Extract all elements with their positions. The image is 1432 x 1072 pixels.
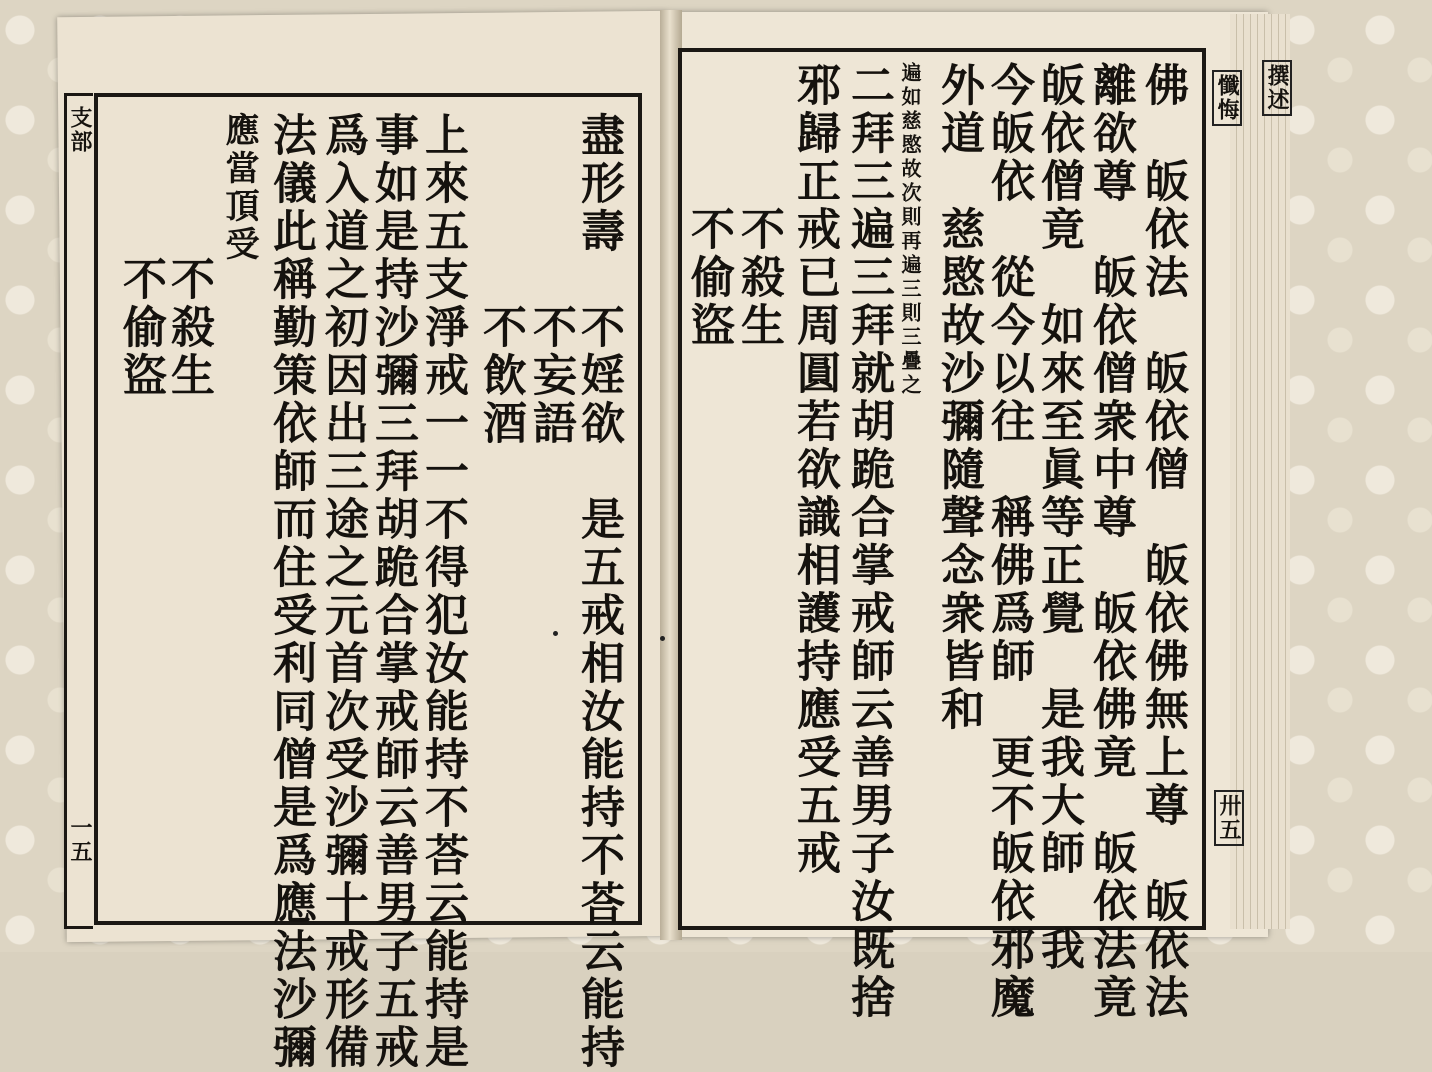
right-column-1: 佛 皈依法 皈依僧 皈依佛無上尊 皈依法 (1137, 62, 1188, 1022)
right-column-8: 邪歸正戒已周圓若欲識相護持應受五戒 (789, 62, 840, 878)
right-column-4: 今皈依 從今以往 稱佛爲師 更不皈依邪魔 (983, 62, 1034, 1022)
right-margin-label-1: 撰述 (1262, 60, 1292, 116)
left-margin-strip (64, 93, 93, 929)
left-column-7: 法儀此稱勤策依師而住受利同僧是爲應法沙彌 (265, 112, 316, 1072)
left-column-8: 應當頂受 (219, 112, 259, 264)
right-margin-page: 卅五 (1214, 790, 1244, 846)
left-column-5: 事如是持沙彌三拜胡跪合掌戒師云善男子五戒 (367, 112, 418, 1072)
ink-dot (553, 631, 558, 636)
left-column-1: 盡形壽 不婬欲 是五戒相汝能持不荅云能持 (573, 112, 624, 1072)
left-margin-page: 一五 (67, 816, 93, 864)
left-margin-label: 支部 (67, 106, 93, 154)
left-column-3: 不飲酒 (475, 112, 526, 448)
right-column-7: 二拜三遍三拜就胡跪合掌戒師云善男子汝既捨 (843, 62, 894, 1022)
left-column-2: 不妄語 (525, 112, 576, 448)
ink-dot (660, 636, 665, 641)
right-margin-label-2: 懺悔 (1212, 70, 1242, 126)
right-column-2: 離欲尊 皈依僧衆中尊 皈依佛竟 皈依法竟 (1085, 62, 1136, 1022)
right-column-5: 外道 慈愍故沙彌隨聲念衆皆和 (933, 62, 984, 734)
right-column-9: 不殺生 (733, 62, 784, 350)
left-column-6: 爲入道之初因出三途之元首次受沙彌十戒形備 (317, 112, 368, 1072)
right-column-6-small: 遍如慈愍故次則再遍三則三疊之 (898, 62, 922, 398)
left-column-9: 不殺生 (163, 112, 214, 400)
right-column-10: 不偷盜 (683, 62, 734, 350)
left-column-10: 不偷盜 (115, 112, 166, 400)
left-column-4: 上來五支淨戒一一不得犯汝能持不荅云能持是 (417, 112, 468, 1072)
right-column-3: 皈依僧竟 如來至眞等正覺 是我大師 我 (1033, 62, 1084, 974)
